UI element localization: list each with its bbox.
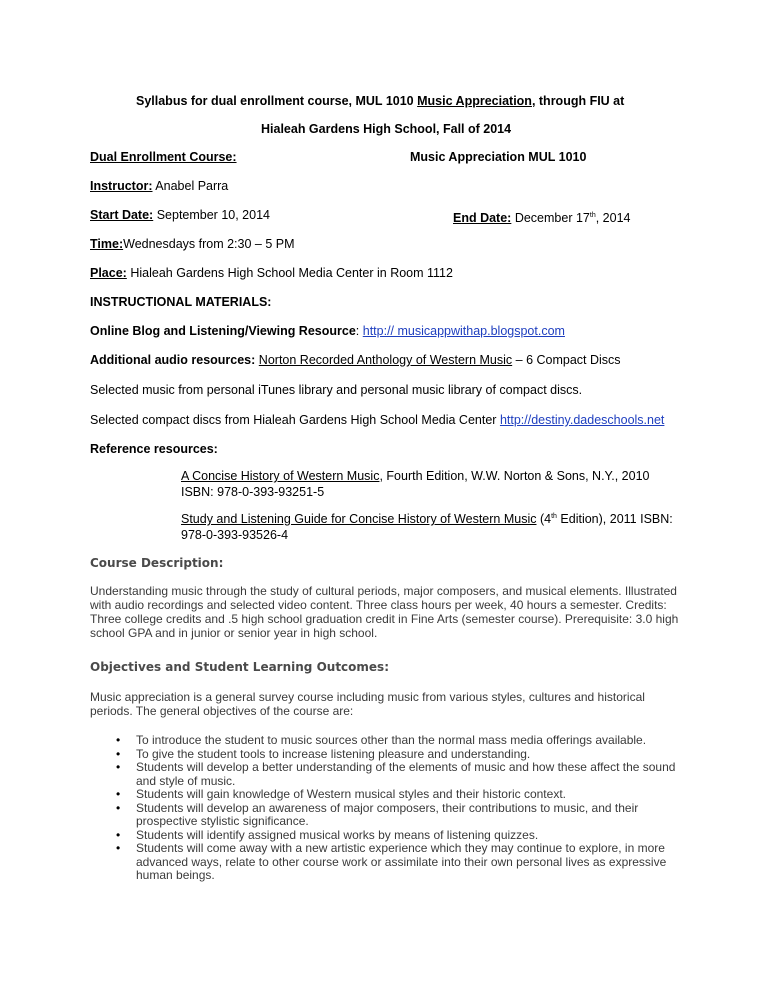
objective-text: To give the student tools to increase listening pleasure and understanding. xyxy=(136,746,531,761)
bullet-icon: • xyxy=(116,827,121,842)
start-date-value: September 10, 2014 xyxy=(156,208,270,222)
reference-1-line-1 xyxy=(181,468,681,484)
bullet-icon: • xyxy=(116,800,121,815)
reference-2-title: Study and Listening Guide for Concise History of Western Music xyxy=(181,512,537,527)
bullet-icon: • xyxy=(116,733,121,747)
objective-text: Students will develop an awareness of major composers, their contributions to music, and their prospective stylistic significance. xyxy=(136,800,639,828)
time-value: Wednesdays from 2:30 – 5 PM xyxy=(123,237,295,251)
start-date-row xyxy=(90,208,270,223)
online-blog-colon: : xyxy=(355,324,360,338)
objectives-list xyxy=(90,734,680,883)
objectives-heading: Objectives and Student Learning Outcomes: xyxy=(90,660,389,674)
online-blog-link[interactable]: http:// musicappwithap.blogspot.com xyxy=(362,324,565,338)
course-label: Dual Enrollment Course: xyxy=(90,150,237,164)
online-blog-label: Online Blog and Listening/Viewing Resource xyxy=(90,324,356,338)
additional-audio-row xyxy=(90,353,621,368)
title-line-1 xyxy=(136,94,624,109)
instructor-value: Anabel Parra xyxy=(155,179,229,193)
selected-cds-row xyxy=(90,413,664,428)
place-label: Place: xyxy=(90,266,127,280)
end-date-label: End Date: xyxy=(453,211,512,226)
reference-heading: Reference resources: xyxy=(90,442,218,456)
place-row xyxy=(90,266,453,281)
end-date-row xyxy=(453,208,630,226)
list-item xyxy=(90,802,680,829)
start-date-label: Start Date: xyxy=(90,208,154,222)
objective-text: Students will identify assigned musical works by means of listening quizzes. xyxy=(136,827,539,842)
reference-item-2 xyxy=(181,509,681,543)
reference-2-details: (4 xyxy=(536,512,552,527)
instructor-label: Instructor: xyxy=(90,179,153,193)
title-line-2: Hialeah Gardens High School, Fall of 2014 xyxy=(261,122,512,136)
course-description-heading: Course Description: xyxy=(90,556,224,570)
objective-text: To introduce the student to music sources other than the normal mass media offerings available. xyxy=(136,733,647,747)
reference-1-details: , Fourth Edition, W.W. Norton & Sons, N.Y., 2010 xyxy=(379,469,650,483)
place-value: Hialeah Gardens High School Media Center in Room 1112 xyxy=(130,266,453,280)
objectives-intro: Music appreciation is a general survey course including music from various styles, cultures and historical periods. The general objectives of the course are: xyxy=(90,690,645,718)
destiny-link[interactable]: http://destiny.dadeschools.net xyxy=(499,413,665,427)
instructional-materials-heading: INSTRUCTIONAL MATERIALS: xyxy=(90,295,272,309)
title-course-name: Music Appreciation xyxy=(417,94,532,108)
reference-item-1 xyxy=(181,468,681,500)
bullet-icon: • xyxy=(116,760,121,774)
instructor-row xyxy=(90,179,228,194)
title-prefix: Syllabus for dual enrollment course, MUL 1010 xyxy=(136,94,414,108)
end-date-suffix: , 2014 xyxy=(595,211,631,226)
objective-text: Students will come away with a new artistic experience which they may continue to explore, in more advanced ways, relate to other course work or assimilate into their own personal lives as expressive human beings. xyxy=(136,841,667,882)
reference-2-line-1 xyxy=(181,509,681,527)
time-label: Time: xyxy=(90,237,124,251)
reference-2-details-suffix: Edition), 2011 ISBN: xyxy=(556,512,673,527)
list-item xyxy=(90,842,680,883)
end-date-sup: th xyxy=(589,212,596,219)
bullet-icon: • xyxy=(116,787,121,801)
reference-2-sup: th xyxy=(551,513,557,520)
reference-1-isbn: ISBN: 978-0-393-93251-5 xyxy=(181,485,325,499)
end-date-value: December 17 xyxy=(514,211,590,226)
list-item xyxy=(90,788,680,802)
list-item xyxy=(90,761,680,788)
reference-2-isbn: 978-0-393-93526-4 xyxy=(181,528,289,543)
bullet-icon: • xyxy=(116,746,121,761)
list-item xyxy=(90,829,680,843)
time-row xyxy=(90,237,295,252)
title-suffix: , through FIU at xyxy=(531,94,625,108)
selected-cds-text: Selected compact discs from Hialeah Gardens High School Media Center xyxy=(90,413,497,427)
objective-text: Students will develop a better understanding of the elements of music and how these affect the sound and style of music. xyxy=(136,760,676,788)
bullet-icon: • xyxy=(116,841,121,855)
online-blog-row xyxy=(90,324,565,339)
additional-audio-title: Norton Recorded Anthology of Western Music xyxy=(258,353,513,367)
selected-itunes-text: Selected music from personal iTunes library and personal music library of compact discs. xyxy=(90,383,583,397)
additional-audio-suffix: – 6 Compact Discs xyxy=(515,353,621,367)
objective-text: Students will gain knowledge of Western musical styles and their historic context. xyxy=(136,787,566,801)
list-item xyxy=(90,734,680,748)
course-value: Music Appreciation MUL 1010 xyxy=(410,150,587,164)
course-description-text: Understanding music through the study of cultural periods, major composers, and musical elements. Illustrated with audio recordings and selected video content. Three class hours per week, 40 hours a semester. Credits: Three college credits and .5 high school graduation credit in Fine Arts (semester course). Prerequisite: 3.0 high school GPA and in junior or senior year in high school. xyxy=(90,584,679,640)
additional-audio-label: Additional audio resources: xyxy=(90,353,256,367)
reference-1-title: A Concise History of Western Music xyxy=(181,469,380,483)
list-item xyxy=(90,748,680,762)
